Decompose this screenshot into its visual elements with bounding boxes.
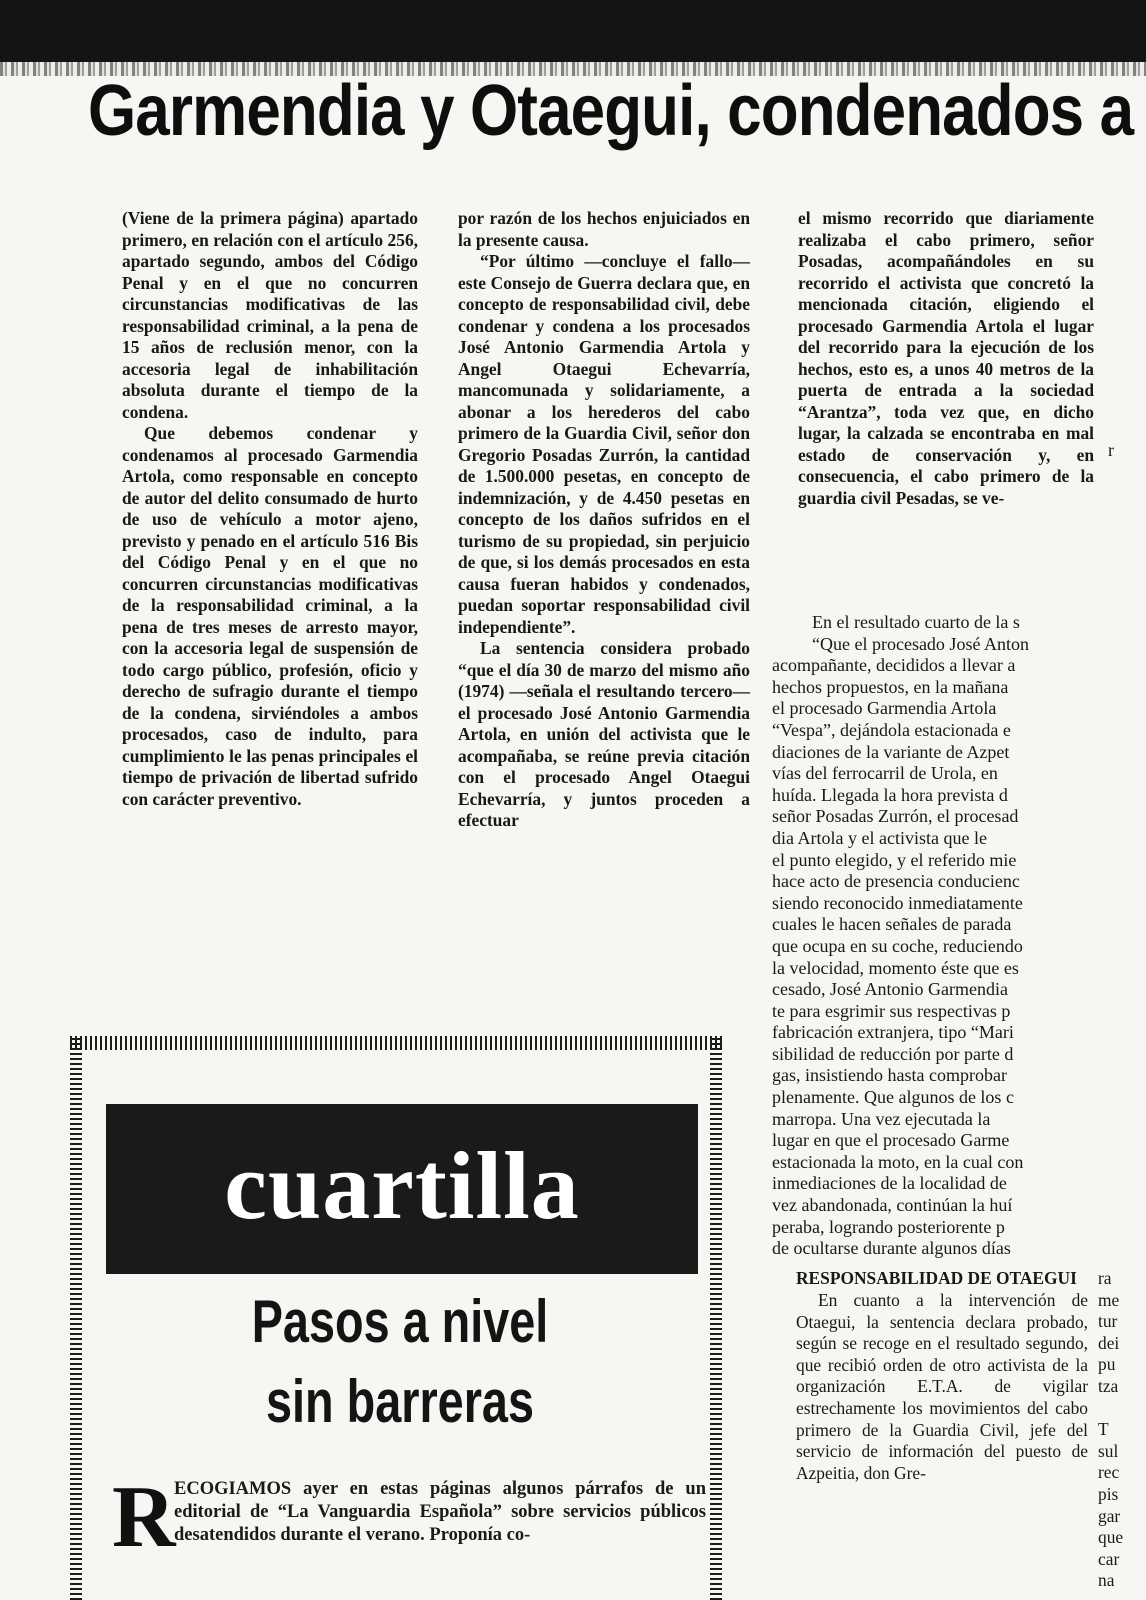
box-hatched-border-right: [710, 1036, 722, 1600]
paragraph: por razón de los hechos enjuiciados en la presente causa.: [458, 208, 750, 250]
fragment: rec: [1098, 1462, 1120, 1483]
article-column-4: [772, 612, 1146, 1260]
text-line: huída. Llegada la hora prevista d: [772, 784, 1008, 805]
text-line: plenamente. Que algunos de los c: [772, 1087, 1014, 1108]
paragraph: ECOGIAMOS ayer en estas páginas algunos párrafos de un editorial de “La Vanguardia Española” sobre servicios públicos desatendidos durante el verano. Proponía co-: [174, 1479, 706, 1545]
text-line: hechos propuestos, en la mañana: [772, 676, 1009, 697]
text-line: la velocidad, momento éste que es: [772, 957, 1019, 978]
text-line: fabricación extranjera, tipo “Mari: [772, 1022, 1014, 1043]
cut-off-fragment: r: [1108, 440, 1114, 460]
fragment: pis: [1098, 1483, 1119, 1504]
fragment: sul: [1098, 1440, 1119, 1461]
text-line: cuales le hacen señales de parada: [772, 914, 1012, 935]
fragment: tur: [1098, 1311, 1118, 1332]
paragraph: (Viene de la primera página) apartado primero, en relación con el artículo 256, apartado segundo, ambos del Código Penal y en el que no concurren circunstancias modificativas de las responsabilidad criminal, a la pena de 15 años de reclusión menor, con la accesoria legal de inhabilitación absoluta durante el tiempo de la condena.: [122, 208, 418, 422]
text-line: el punto elegido, y el referido mie: [772, 849, 1017, 870]
text-line: lugar en que el procesado Garme: [772, 1130, 1010, 1151]
paragraph: el mismo recorrido que diariamente realizaba el cabo primero, señor Posadas, acompañándoles en su recorrido el activista que concretó la mencionada citación, eligiendo el procesado Garmendia Artola el lugar del recorrido para la ejecución de los hechos, esto es, a unos 40 metros de la puerta de entrada a la sociedad “Arantza”, toda vez que, en dicho lugar, la calzada se encontraba en mal estado de conservación y, en consecuencia, el cabo primero de la guardia civil Pesadas, se ve-: [798, 208, 1094, 508]
text-line: vías del ferrocarril de Urola, en: [772, 763, 998, 784]
text-line: señor Posadas Zurrón, el procesad: [772, 806, 1019, 827]
text-line: inmediaciones de la localidad de: [772, 1173, 1007, 1194]
cut-off-column-fragments: [1098, 1268, 1146, 1592]
text-line: vez abandonada, continúan la huí: [772, 1195, 1013, 1216]
box-headline-line-1: Pasos a nivel: [251, 1288, 549, 1355]
cuartilla-banner: [106, 1104, 698, 1274]
fragment: ra: [1098, 1268, 1112, 1288]
fragment: tza: [1098, 1375, 1119, 1396]
paragraph: Que debemos condenar y condenamos al procesado Garmendia Artola, como responsable en concepto de autor del delito consumado de hurto de uso de vehículo a motor ajeno, previsto y penado en el artículo 516 Bis del Código Penal y en el que no concurren circunstancias modificativas de la responsabilidad criminal, a la pena de tres meses de arresto mayor, con la accesoria legal de suspensión de todo cargo público, profesión, oficio y derecho de sufragio durante el tiempo de la condena, sirviéndoles a ambos procesados, caso de indulto, para cumplimiento le las penas principales el tiempo de privación de libertad sufrido con carácter preventivo.: [122, 423, 418, 809]
fragment: que: [1098, 1527, 1124, 1548]
article-column-1: [122, 208, 418, 810]
text-line: En el resultado cuarto de la s: [812, 612, 1020, 632]
paragraph: La sentencia considera probado “que el día 30 de marzo del mismo año (1974) —señala el resultando tercero— el procesado José Antonio Garmendia Artola, en unión del activista que le acompañaba, se reúne previa citación con el procesado Angel Otaegui Echevarría, y juntos proceden a efectuar: [458, 638, 750, 830]
section-subhead: RESPONSABILIDAD DE OTAEGUI: [796, 1268, 1077, 1288]
banner-title: cuartilla: [224, 1132, 580, 1239]
box-headline: [182, 1282, 619, 1442]
fragment: gar: [1098, 1505, 1121, 1526]
text-line: de ocultarse durante algunos días: [772, 1238, 1011, 1259]
text-line: estacionada la moto, en la cual con: [772, 1151, 1024, 1172]
paragraph: En cuanto a la intervención de Otaegui, la sentencia declara probado, según se recoge en el resultado segundo, que recibió orden de otro activista de la organización E.T.A. de vigilar estrechamente los movimientos del cabo primero de la Guardia Civil, jefe del servicio de información del puesto de Azpeitia, don Gre-: [796, 1290, 1088, 1483]
text-line: “Que el procesado José Anton: [812, 633, 1029, 654]
text-line: acompañante, decididos a llevar a: [772, 655, 1016, 676]
text-line: cesado, José Antonio Garmendia: [772, 979, 1008, 1000]
box-hatched-border-left: [70, 1036, 82, 1600]
text-line: “Vespa”, dejándola estacionada e: [772, 719, 1011, 740]
text-line: marropa. Una vez ejecutada la: [772, 1108, 991, 1129]
fragment: [1098, 1398, 1146, 1420]
article-column-2: [458, 208, 750, 832]
fragment: car: [1098, 1548, 1120, 1569]
article-headline: Garmendia y Otaegui, condenados a: [88, 71, 1134, 151]
fragment: dei: [1098, 1332, 1120, 1353]
article-column-3: [798, 208, 1094, 509]
text-line: te para esgrimir sus respectivas p: [772, 1000, 1011, 1021]
drop-cap: R: [112, 1469, 176, 1566]
box-body-text: [174, 1478, 706, 1547]
text-line: gas, insistiendo hasta comprobar: [772, 1065, 1007, 1086]
fragment: T: [1098, 1419, 1109, 1440]
box-hatched-border-top: [70, 1036, 722, 1050]
text-line: dia Artola y el activista que le: [772, 827, 987, 848]
fragment: pu: [1098, 1354, 1116, 1375]
fragment: na: [1098, 1570, 1115, 1591]
article-column-5: [796, 1268, 1088, 1484]
top-dark-band: [0, 0, 1146, 62]
text-line: diaciones de la variante de Azpet: [772, 741, 1010, 762]
text-line: peraba, logrando posteriorente p: [772, 1216, 1005, 1237]
fragment: me: [1098, 1289, 1120, 1310]
paragraph: “Por último —concluye el fallo— este Consejo de Guerra declara que, en concepto de responsabilidad civil, debe condenar y condena a los procesados José Antonio Garmendia Artola y Angel Otaegui Echevarría, mancomunada y solidariamente, a abonar a los herederos del cabo primero de la Guardia Civil, señor don Gregorio Posadas Zurrón, la cantidad de 1.500.000 pesetas, en concepto de indemnización, y de 4.450 pesetas en concepto de los daños sufridos en el turismo de su propiedad, sin perjuicio de que, si los demás procesados en esta causa fueran habidos y condenados, puedan soportar responsabilidad civil independiente”.: [458, 251, 750, 637]
text-line: sibilidad de reducción por parte d: [772, 1043, 1014, 1064]
text-line: hace acto de presencia conducienc: [772, 871, 1020, 892]
text-line: siendo reconocido inmediatamente: [772, 892, 1023, 913]
box-headline-line-2: sin barreras: [266, 1368, 534, 1435]
text-line: el procesado Garmendia Artola: [772, 698, 997, 719]
text-line: que ocupa en su coche, reduciendo: [772, 935, 1023, 956]
